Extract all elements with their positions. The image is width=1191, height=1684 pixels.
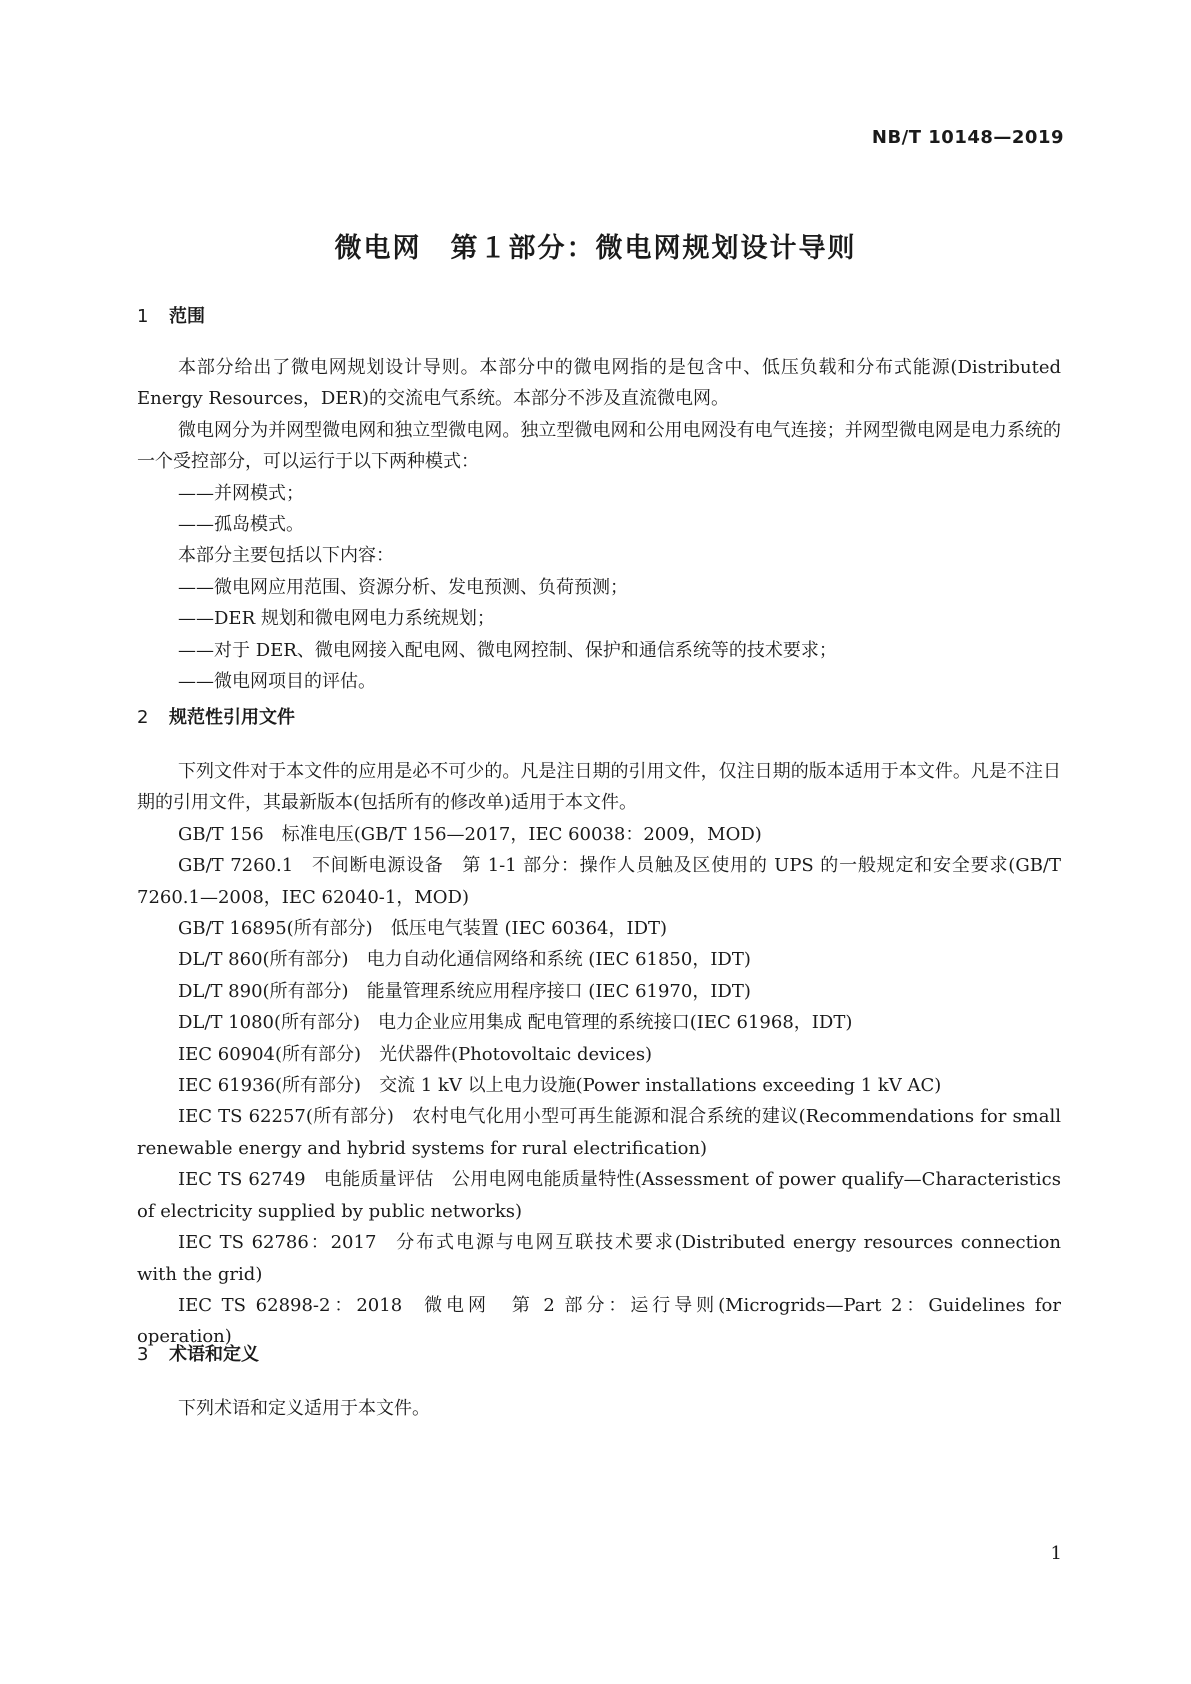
reference-item xyxy=(137,1070,1061,1101)
reference-title: 能量管理系统应用程序接口 (IEC 61970，IDT) xyxy=(366,980,751,1002)
reference-item xyxy=(137,1007,1061,1038)
section-3-heading xyxy=(137,1340,259,1366)
section-title: 术语和定义 xyxy=(169,1344,259,1365)
content-item: ——DER 规划和微电网电力系统规划； xyxy=(178,608,495,630)
reference-title: 微电网 第 2 部分：运行导则(Microgrids—Part 2：Guidelines for operation) xyxy=(137,1294,1061,1348)
document-title: 微电网 第１部分：微电网规划设计导则 xyxy=(334,233,857,264)
reference-code: GB/T 7260.1 xyxy=(178,855,294,877)
scope-paragraph-1: 本部分给出了微电网规划设计导则。本部分中的微电网指的是包含中、低压负载和分布式能源(Distributed Energy Resources，DER)的交流电气系统。本部分不涉及直流微电网。 xyxy=(137,357,1061,410)
section-title: 规范性引用文件 xyxy=(169,707,295,728)
reference-item xyxy=(137,913,1061,944)
page-number: 1 xyxy=(1050,1543,1062,1564)
reference-title: 标准电压(GB/T 156—2017，IEC 60038：2009，MOD) xyxy=(281,823,762,845)
reference-item xyxy=(137,819,1061,850)
reference-code: DL/T 860(所有部分) xyxy=(178,949,349,971)
content-item: ——对于 DER、微电网接入配电网、微电网控制、保护和通信系统等的技术要求； xyxy=(178,639,837,661)
references-intro: 下列文件对于本文件的应用是必不可少的。凡是注日期的引用文件，仅注日期的版本适用于本文件。凡是不注日期的引用文件，其最新版本(包括所有的修改单)适用于本文件。 xyxy=(137,761,1061,814)
reference-item xyxy=(137,850,1061,913)
section-2-heading xyxy=(137,703,295,729)
mode-item: ——孤岛模式。 xyxy=(178,514,304,536)
mode-item: ——并网模式； xyxy=(178,482,304,504)
reference-title: 农村电气化用小型可再生能源和混合系统的建议(Recommendations for small renewable energy and hybrid systems for rural electrification) xyxy=(137,1106,1061,1159)
reference-code: DL/T 1080(所有部分) xyxy=(178,1012,361,1034)
reference-code: IEC TS 62257(所有部分) xyxy=(178,1106,394,1128)
reference-title: 低压电气装置 (IEC 60364，IDT) xyxy=(390,918,668,940)
reference-item xyxy=(137,1039,1061,1070)
section-title: 范围 xyxy=(169,306,205,327)
reference-code: IEC TS 62786：2017 xyxy=(178,1232,377,1254)
reference-code: IEC TS 62749 xyxy=(178,1169,306,1191)
reference-item xyxy=(137,1164,1061,1227)
reference-code: GB/T 16895(所有部分) xyxy=(178,918,373,940)
section-number: 3 xyxy=(137,1344,149,1365)
reference-title: 电力企业应用集成 配电管理的系统接口(IEC 61968，IDT) xyxy=(378,1012,853,1034)
reference-title: 交流 1 kV 以上电力设施(Power installations exceeding 1 kV AC) xyxy=(379,1075,942,1097)
reference-code: IEC 60904(所有部分) xyxy=(178,1043,362,1065)
reference-title: 分布式电源与电网互联技术要求(Distributed energy resources connection with the grid) xyxy=(137,1232,1061,1285)
section-number: 2 xyxy=(137,707,149,728)
content-item: ——微电网项目的评估。 xyxy=(178,671,376,693)
scope-paragraph-2: 微电网分为并网型微电网和独立型微电网。独立型微电网和公用电网没有电气连接；并网型微电网是电力系统的一个受控部分，可以运行于以下两种模式： xyxy=(137,419,1061,473)
reference-item xyxy=(137,976,1061,1007)
reference-title: 不间断电源设备 第 1-1 部分：操作人员触及区使用的 UPS 的一般规定和安全要求(GB/T 7260.1—2008，IEC 62040-1，MOD) xyxy=(137,855,1061,908)
content-item: ——微电网应用范围、资源分析、发电预测、负荷预测； xyxy=(178,576,628,598)
reference-title: 电力自动化通信网络和系统 (IEC 61850，IDT) xyxy=(366,949,751,971)
reference-title: 光伏器件(Photovoltaic devices) xyxy=(379,1043,653,1065)
section-2-body xyxy=(137,756,1061,1353)
terms-intro: 下列术语和定义适用于本文件。 xyxy=(178,1398,430,1419)
reference-code: IEC 61936(所有部分) xyxy=(178,1075,362,1097)
scope-paragraph-3: 本部分主要包括以下内容： xyxy=(178,545,394,567)
reference-item xyxy=(137,1101,1061,1164)
reference-item xyxy=(137,1290,1061,1353)
standard-code: NB/T 10148—2019 xyxy=(871,127,1064,148)
reference-item xyxy=(137,944,1061,975)
reference-code: DL/T 890(所有部分) xyxy=(178,980,349,1002)
section-3-body xyxy=(137,1393,1061,1424)
reference-item xyxy=(137,1227,1061,1290)
reference-code: GB/T 156 xyxy=(178,823,264,845)
section-1-heading xyxy=(137,302,205,328)
reference-code: IEC TS 62898-2：2018 xyxy=(178,1294,403,1316)
reference-title: 电能质量评估 公用电网电能质量特性(Assessment of power qualify—Characteristics of electricity supplied by public networks) xyxy=(137,1169,1061,1222)
section-number: 1 xyxy=(137,306,149,327)
section-1-body xyxy=(137,352,1061,697)
